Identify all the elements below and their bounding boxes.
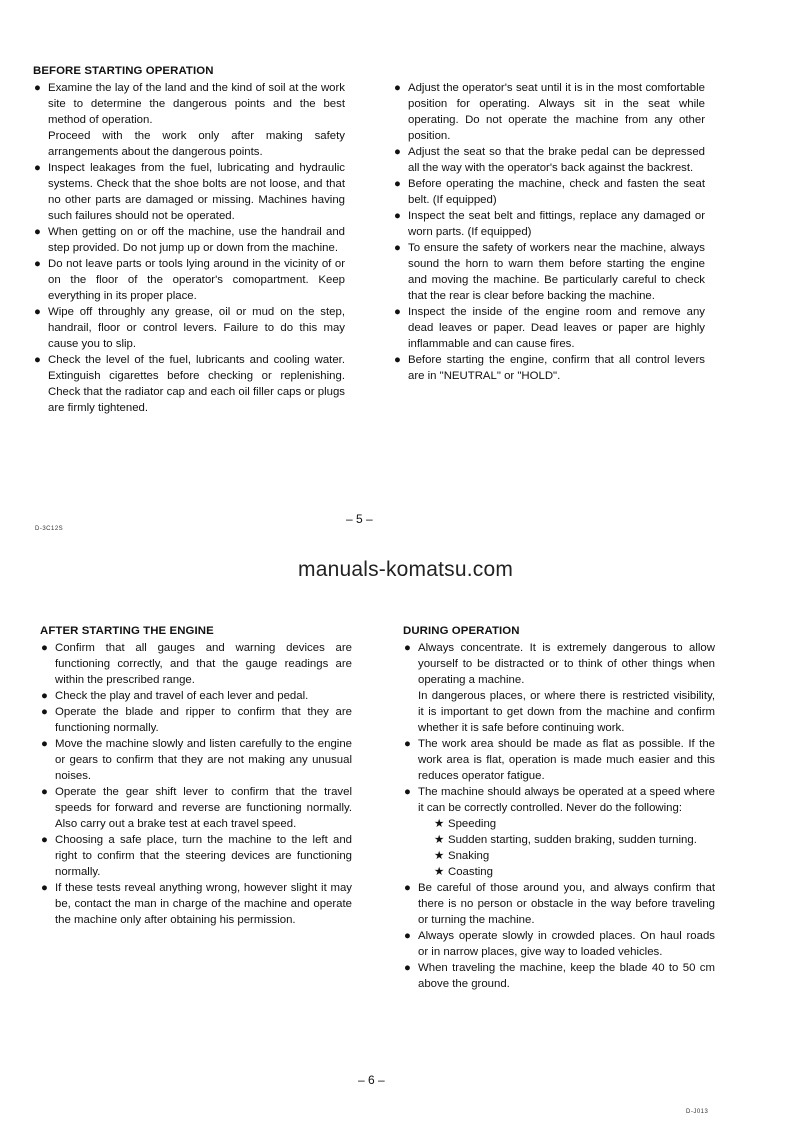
list-item: [33, 256, 345, 304]
list-item: [33, 224, 345, 256]
list-item: [40, 704, 352, 736]
list-item: [393, 352, 705, 384]
star-icon: ★: [434, 818, 445, 830]
item-text: The work area should be made as flat as possible. If the work area is flat, operation is made much easier and this reduces operator fatigue.: [418, 738, 715, 782]
sub-item-text: Sudden starting, sudden braking, sudden turning.: [448, 834, 697, 846]
bullet-icon: ●: [41, 738, 48, 750]
item-text: Wipe off throughly any grease, oil or mud on the step, handrail, floor or control levers. Failure to do this may cause you to slip.: [48, 306, 345, 350]
list-item: [393, 144, 705, 176]
item-text: Before starting the engine, confirm that all control levers are in "NEUTRAL" or "HOLD".: [408, 354, 705, 382]
before-starting-section: [33, 63, 345, 416]
star-icon: ★: [434, 850, 445, 862]
star-icon: ★: [434, 866, 445, 878]
sub-item-text: Coasting: [448, 866, 493, 878]
section-heading: BEFORE STARTING OPERATION: [33, 65, 214, 77]
bullet-icon: ●: [394, 306, 401, 318]
bullet-icon: ●: [34, 354, 41, 366]
sub-list: [418, 816, 715, 880]
item-text: Examine the lay of the land and the kind of soil at the work site to determine the dangerous points and the best method of operation.: [48, 82, 345, 126]
bullet-icon: ●: [404, 786, 411, 798]
bullet-icon: ●: [394, 146, 401, 158]
item-text: If these tests reveal anything wrong, however slight it may be, contact the man in charge of the machine and operate the machine only after obtaining his permission.: [55, 882, 352, 926]
item-text: Always concentrate. It is extremely dangerous to allow yourself to be distracted or to think of other things when operating a machine.: [418, 642, 715, 686]
item-text: Check the level of the fuel, lubricants and cooling water. Extinguish cigarettes before checking or replenishing. Check that the radiator cap and each oil filler caps or plugs are firmly tightened.: [48, 354, 345, 414]
list-item: [393, 208, 705, 240]
bullet-icon: ●: [404, 930, 411, 942]
sub-item: [434, 832, 715, 848]
bullet-icon: ●: [394, 354, 401, 366]
list-item: [403, 640, 715, 736]
bullet-icon: ●: [394, 242, 401, 254]
page-number: – 5 –: [346, 512, 373, 526]
item-text: Move the machine slowly and listen carefully to the engine or gears to confirm that they are not making any unusual noises.: [55, 738, 352, 782]
item-text: Operate the blade and ripper to confirm that they are functioning normally.: [55, 706, 352, 734]
bullet-icon: ●: [394, 210, 401, 222]
sub-item: [434, 816, 715, 832]
item-text: Always operate slowly in crowded places. On haul roads or in narrow places, give way to loaded vehicles.: [418, 930, 715, 958]
item-text: Inspect the seat belt and fittings, replace any damaged or worn parts. (If equipped): [408, 210, 705, 238]
item-text: Be careful of those around you, and always confirm that there is no person or obstacle in the way before traveling or turning the machine.: [418, 882, 715, 926]
list-item: [40, 736, 352, 784]
list-item: [33, 80, 345, 160]
list-item: [393, 240, 705, 304]
item-text: Proceed with the work only after making safety arrangements about the dangerous points.: [48, 130, 345, 158]
seat-safety-section: [393, 80, 705, 384]
sub-item-text: Snaking: [448, 850, 490, 862]
bullet-icon: ●: [34, 162, 41, 174]
list-item: [403, 880, 715, 928]
list-item: [40, 688, 352, 704]
list-item: [403, 784, 715, 880]
item-text: Inspect the inside of the engine room and remove any dead leaves or paper. Dead leaves or paper are highly inflammable and can cause fires.: [408, 306, 705, 350]
list-item: [40, 784, 352, 832]
bullet-icon: ●: [404, 962, 411, 974]
item-text: Confirm that all gauges and warning devices are functioning correctly, and that the gauge readings are within the prescribed range.: [55, 642, 352, 686]
page-number: – 6 –: [358, 1073, 385, 1087]
section-heading: DURING OPERATION: [403, 625, 520, 637]
section-heading: AFTER STARTING THE ENGINE: [40, 625, 214, 637]
sub-item: [434, 848, 715, 864]
bullet-icon: ●: [394, 178, 401, 190]
bullet-icon: ●: [41, 786, 48, 798]
item-text: When traveling the machine, keep the blade 40 to 50 cm above the ground.: [418, 962, 715, 990]
list-item: [33, 160, 345, 224]
sub-item: [434, 864, 715, 880]
bullet-icon: ●: [404, 642, 411, 654]
item-text: Adjust the operator's seat until it is in the most comfortable position for operating. Always sit in the seat while operating. Do not operate the machine from any other position.: [408, 82, 705, 142]
list-item: [403, 736, 715, 784]
sub-item-text: Speeding: [448, 818, 497, 830]
item-text: Choosing a safe place, turn the machine to the left and right to confirm that the steering devices are functioning normally.: [55, 834, 352, 878]
list-item: [33, 352, 345, 416]
bullet-icon: ●: [404, 738, 411, 750]
star-icon: ★: [434, 834, 445, 846]
item-text: In dangerous places, or where there is restricted visibility, it is important to get down from the machine and confirm whether it is safe before continuing work.: [418, 690, 715, 734]
list-item: [393, 80, 705, 144]
item-text: The machine should always be operated at a speed where it can be correctly controlled. Never do the following:: [418, 786, 715, 814]
during-operation-section: [403, 623, 715, 992]
item-text: To ensure the safety of workers near the machine, always sound the horn to warn them before starting the engine and moving the machine. Be particularly careful to check that the rear is clear before backing the machine.: [408, 242, 705, 302]
list-item: [393, 304, 705, 352]
item-text: Adjust the seat so that the brake pedal can be depressed all the way with the operator's back against the backrest.: [408, 146, 705, 174]
list-item: [33, 304, 345, 352]
item-text: Before operating the machine, check and fasten the seat belt. (If equipped): [408, 178, 705, 206]
bullet-icon: ●: [41, 834, 48, 846]
bullet-icon: ●: [34, 306, 41, 318]
item-text: Inspect leakages from the fuel, lubricating and hydraulic systems. Check that the shoe bolts are not loose, and that no other parts are damaged or missing. Machines having such failures should not be operated.: [48, 162, 345, 222]
after-starting-section: [40, 623, 352, 928]
item-text: When getting on or off the machine, use the handrail and step provided. Do not jump up or down from the machine.: [48, 226, 345, 254]
bullet-icon: ●: [41, 642, 48, 654]
bullet-icon: ●: [394, 82, 401, 94]
bullet-icon: ●: [404, 882, 411, 894]
list-item: [40, 832, 352, 880]
item-text: Operate the gear shift lever to confirm that the travel speeds for forward and reverse are functioning normally. Also carry out a brake test at each travel speed.: [55, 786, 352, 830]
bullet-icon: ●: [34, 258, 41, 270]
bullet-icon: ●: [34, 82, 41, 94]
list-item: [403, 928, 715, 960]
list-item: [40, 880, 352, 928]
item-text: Do not leave parts or tools lying around in the vicinity of or on the floor of the operator's comopartment. Keep everything in its proper place.: [48, 258, 345, 302]
item-text: Check the play and travel of each lever and pedal.: [55, 690, 309, 702]
list-item: [393, 176, 705, 208]
bullet-icon: ●: [41, 882, 48, 894]
bullet-icon: ●: [34, 226, 41, 238]
document-code: D-J013: [686, 1109, 709, 1115]
document-code: D-3C12S: [35, 526, 64, 532]
bullet-icon: ●: [41, 706, 48, 718]
list-item: [403, 960, 715, 992]
watermark: manuals-komatsu.com: [298, 558, 514, 581]
bullet-icon: ●: [41, 690, 48, 702]
list-item: [40, 640, 352, 688]
